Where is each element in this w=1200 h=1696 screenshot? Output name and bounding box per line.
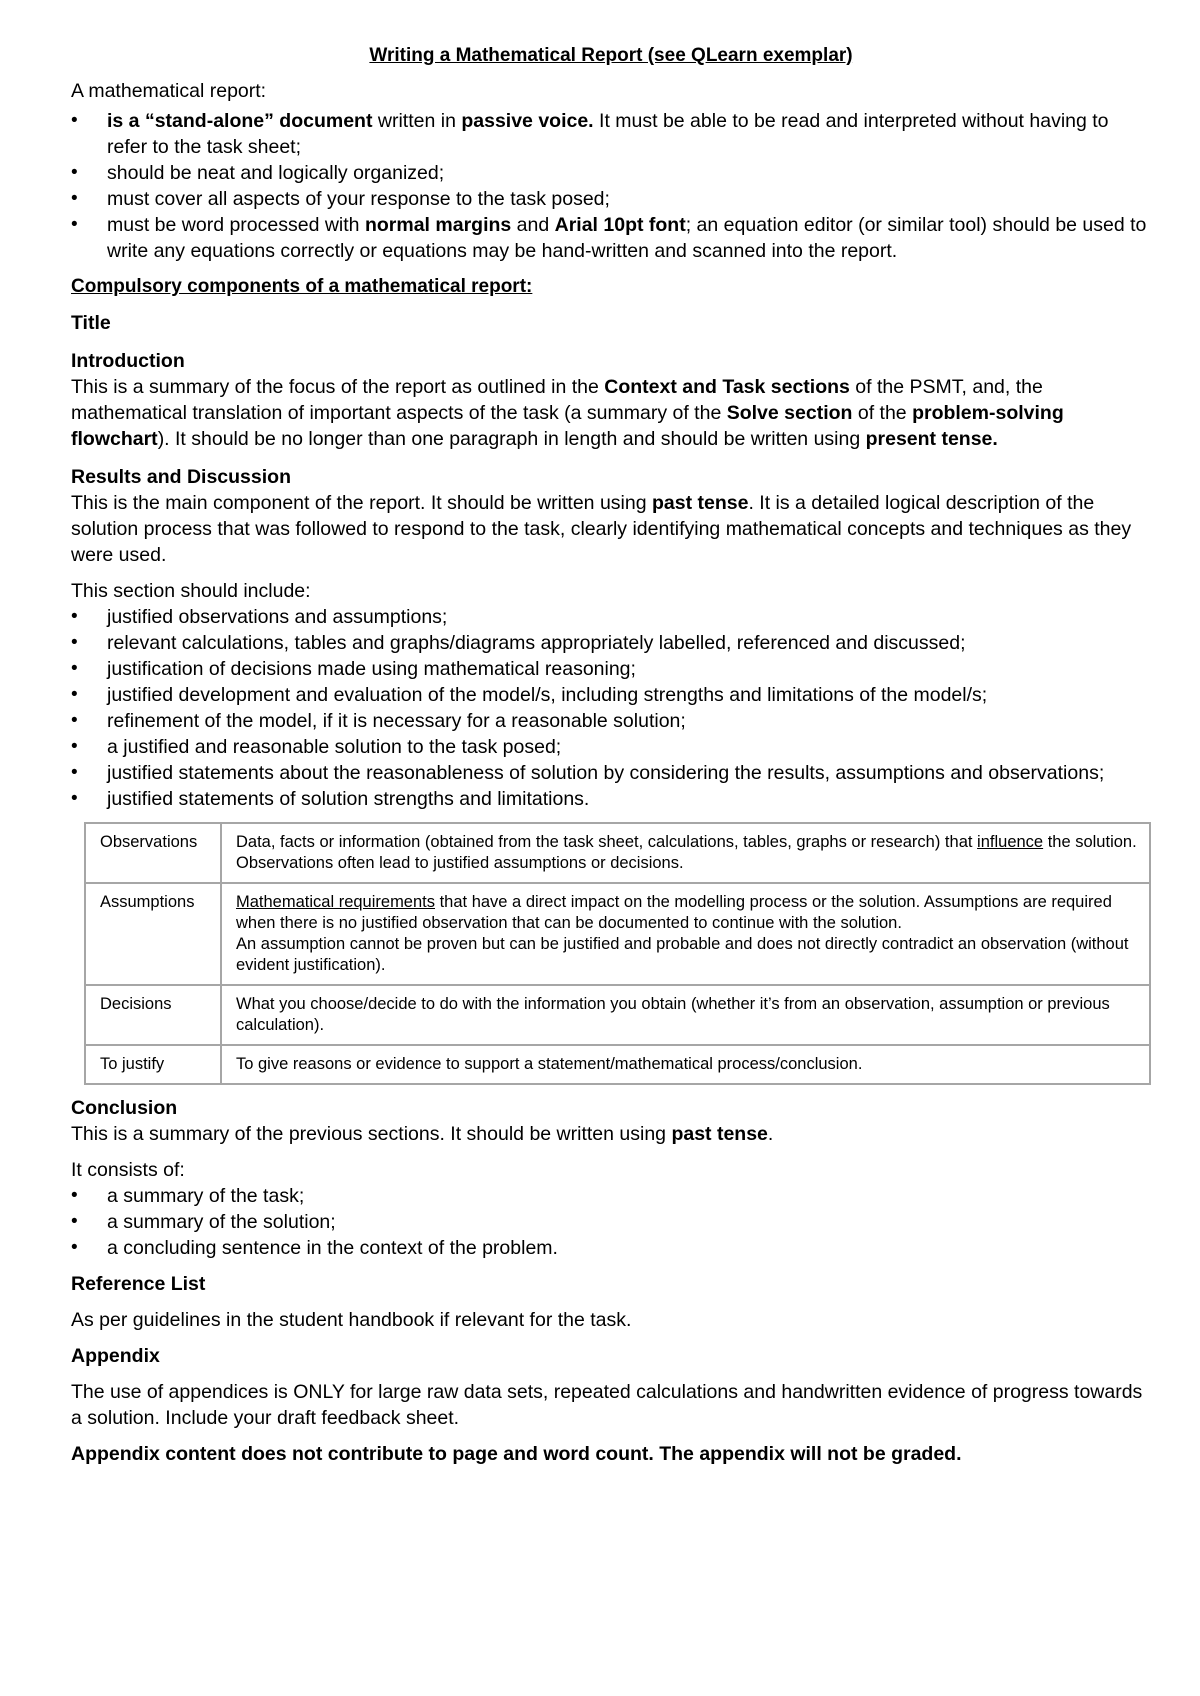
definition-assumptions: Mathematical requirements that have a direct impact on the modelling process or the solution. Assumptions are required when there is no justified observation that can be documented to continue with the solution. An assumption cannot be proven but can be justified and probable and does not directly contradict an observation (without evident justification). <box>221 883 1150 985</box>
results-bullet-list <box>71 604 1151 812</box>
introduction-paragraph: This is a summary of the focus of the report as outlined in the Context and Task sections of the PSMT, and, the mathematical translation of important aspects of the task (a summary of the Solve section of the problem-solving flowchart). It should be no longer than one paragraph in length and should be written using present tense. <box>71 376 1064 450</box>
intro-bullet-neat: • should be neat and logically organized; <box>71 160 1151 186</box>
list-item: • a summary of the task; <box>71 1183 1151 1209</box>
conclusion-consists-label: It consists of: <box>71 1159 185 1181</box>
appendix-paragraph: The use of appendices is ONLY for large raw data sets, repeated calculations and handwritten evidence of progress towards a solution. Include your draft feedback sheet. <box>71 1381 1143 1429</box>
list-item: • a concluding sentence in the context of the problem. <box>71 1235 1151 1261</box>
table-row <box>85 883 1150 985</box>
term-assumptions: Assumptions <box>85 883 221 985</box>
term-decisions: Decisions <box>85 985 221 1045</box>
results-heading: Results and Discussion <box>71 466 291 488</box>
list-item: • justified statements about the reasonableness of solution by considering the results, assumptions and observations; <box>71 760 1151 786</box>
term-justify: To justify <box>85 1045 221 1084</box>
conclusion-paragraph: This is a summary of the previous sections. It should be written using past tense. <box>71 1123 774 1145</box>
appendix-final-note: Appendix content does not contribute to page and word count. The appendix will not be graded. <box>71 1443 962 1465</box>
list-item: • justified observations and assumptions; <box>71 604 1151 630</box>
introduction-heading: Introduction <box>71 350 185 372</box>
list-item: • justification of decisions made using mathematical reasoning; <box>71 656 1151 682</box>
list-item: • justified development and evaluation of the model/s, including strengths and limitations of the model/s; <box>71 682 1151 708</box>
results-paragraph: This is the main component of the report. It should be written using past tense. It is a detailed logical description of the solution process that was followed to respond to the task, clearly identifying mathematical concepts and techniques as they were used. <box>71 492 1132 566</box>
list-item: • refinement of the model, if it is necessary for a reasonable solution; <box>71 708 1151 734</box>
definition-decisions: What you choose/decide to do with the information you obtain (whether it’s from an observation, assumption or previous calculation). <box>221 985 1150 1045</box>
document-page <box>71 44 1151 1467</box>
definitions-table <box>84 822 1151 1085</box>
table-row <box>85 823 1150 883</box>
conclusion-bullet-list <box>71 1183 1151 1261</box>
results-include-label: This section should include: <box>71 580 311 602</box>
term-observations: Observations <box>85 823 221 883</box>
reference-paragraph: As per guidelines in the student handbook if relevant for the task. <box>71 1309 632 1331</box>
table-row <box>85 985 1150 1045</box>
reference-heading: Reference List <box>71 1273 206 1295</box>
title-heading: Title <box>71 312 111 334</box>
intro-bullet-standalone: • is a “stand-alone” document written in passive voice. It must be able to be read and interpreted without having to refer to the task sheet; <box>71 108 1151 160</box>
document-title: Writing a Mathematical Report (see QLearn exemplar) <box>369 45 853 66</box>
list-item: • justified statements of solution strengths and limitations. <box>71 786 1151 812</box>
list-item: • a summary of the solution; <box>71 1209 1151 1235</box>
intro-label: A mathematical report: <box>71 80 267 102</box>
definition-justify: To give reasons or evidence to support a statement/mathematical process/conclusion. <box>221 1045 1150 1084</box>
table-row <box>85 1045 1150 1084</box>
list-item: • a justified and reasonable solution to the task posed; <box>71 734 1151 760</box>
appendix-heading: Appendix <box>71 1345 160 1367</box>
definition-observations: Data, facts or information (obtained from the task sheet, calculations, tables, graphs or research) that influence the solution. Observations often lead to justified assumptions or decisions. <box>221 823 1150 883</box>
compulsory-heading: Compulsory components of a mathematical report: <box>71 276 533 297</box>
intro-bullet-format: • must be word processed with normal margins and Arial 10pt font; an equation editor (or similar tool) should be used to write any equations correctly or equations may be hand-written and scanned into the report. <box>71 212 1151 264</box>
list-item: • relevant calculations, tables and graphs/diagrams appropriately labelled, referenced and discussed; <box>71 630 1151 656</box>
intro-bullet-list <box>71 108 1151 264</box>
intro-bullet-cover: • must cover all aspects of your response to the task posed; <box>71 186 1151 212</box>
conclusion-heading: Conclusion <box>71 1097 178 1119</box>
